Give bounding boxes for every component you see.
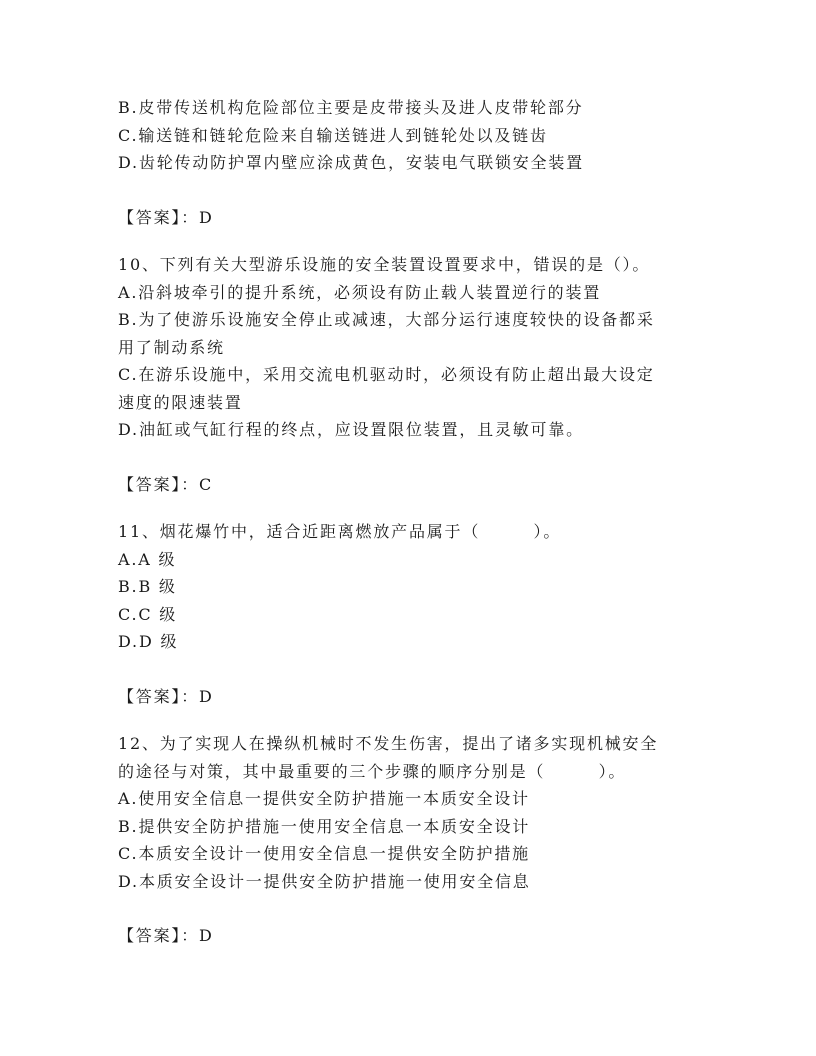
q12-option-c: C.本质安全设计一使用安全信息一提供安全防护措施 (118, 844, 530, 863)
q12-answer: 【答案】：D (118, 926, 214, 945)
q10-option-b-line1: B.为了使游乐设施安全停止或减速，大部分运行速度较快的设备都采 (118, 310, 655, 329)
question-10 (118, 251, 708, 498)
q12-stem-line1: 12、为了实现人在操纵机械时不发生伤害，提出了诸多实现机械安全 (118, 734, 659, 753)
q11-option-b: B.B 级 (118, 577, 177, 596)
q9-answer: 【答案】：D (118, 207, 214, 227)
q9-option-b: B.皮带传送机构危险部位主要是皮带接头及进人皮带轮部分 (118, 98, 584, 117)
question-11 (118, 518, 708, 710)
q9-option-c: C.输送链和链轮危险来自输送链进人到链轮处以及链齿 (118, 125, 548, 145)
question-9 (118, 94, 708, 231)
question-12 (118, 730, 708, 950)
q11-stem: 11、烟花爆竹中，适合近距离燃放产品属于（ ）。 (118, 522, 562, 541)
q11-option-c: C.C 级 (118, 604, 178, 624)
q12-option-b: B.提供安全防护措施一使用安全信息一本质安全设计 (118, 816, 531, 836)
q11-option-a: A.A 级 (118, 549, 177, 569)
q10-option-a: A.沿斜坡牵引的提升系统，必须设有防止载人装置逆行的装置 (118, 282, 602, 302)
q9-option-d: D.齿轮传动防护罩内壁应涂成黄色，安装电气联锁安全装置 (118, 153, 584, 172)
q11-option-d: D.D 级 (118, 632, 179, 651)
document-content (118, 94, 708, 950)
q10-stem: 10、下列有关大型游乐设施的安全装置设置要求中，错误的是（）。 (118, 255, 651, 274)
q10-answer: 【答案】：C (118, 474, 214, 494)
q12-stem-line2: 的途径与对策，其中最重要的三个步骤的顺序分别是（ ）。 (118, 761, 627, 781)
q10-option-d: D.油缸或气缸行程的终点，应设置限位装置，且灵敏可靠。 (118, 420, 584, 439)
q10-option-c-line2: 速度的限速装置 (118, 392, 243, 412)
q12-option-d: D.本质安全设计一提供安全防护措施一使用安全信息 (118, 871, 531, 891)
q11-answer: 【答案】：D (118, 686, 214, 706)
q12-option-a: A.使用安全信息一提供安全防护措施一本质安全设计 (118, 789, 530, 808)
q10-option-b-line2: 用了制动系统 (118, 337, 225, 357)
q10-option-c-line1: C.在游乐设施中，采用交流电机驱动时，必须设有防止超出最大设定 (118, 365, 655, 384)
